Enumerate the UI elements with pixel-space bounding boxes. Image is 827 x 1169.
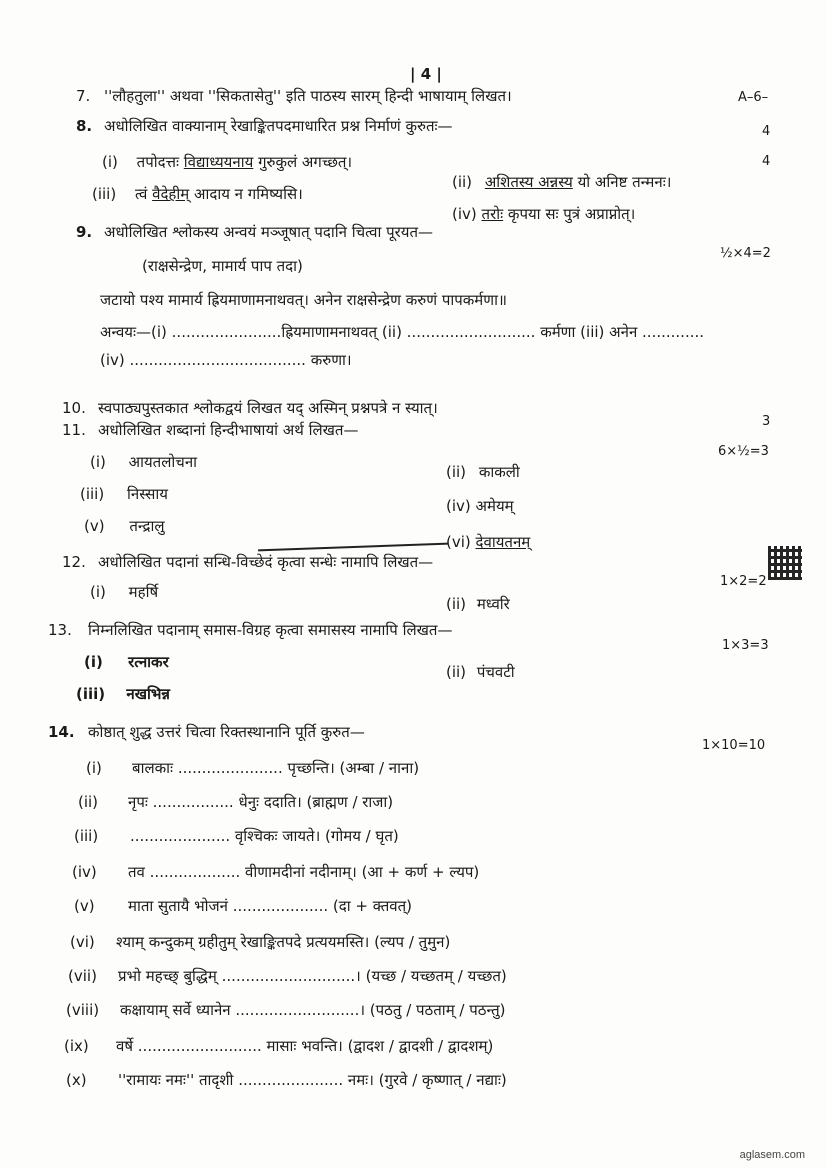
q13-item-2-label: (ii) <box>446 663 467 681</box>
q11-item-3 <box>80 484 168 504</box>
q13-item-3 <box>76 684 170 704</box>
q11-item-1-label: (i) <box>90 453 106 471</box>
q14-item-5-label: (v) <box>74 897 95 915</box>
q13-item-1-word: रत्नाकर <box>128 653 169 671</box>
q14-item-8 <box>66 1000 506 1020</box>
q7-number: 7. <box>76 87 91 105</box>
q11-item-2 <box>446 462 520 482</box>
q8-item-1-underlined: विद्याध्ययनाय <box>183 153 254 171</box>
q14-item-8-label: (viii) <box>66 1001 100 1019</box>
q14-item-3 <box>74 826 399 846</box>
q14-item-10-label: (x) <box>66 1071 87 1089</box>
q7-text: ''लौहतुला'' अथवा ''सिकतासेतु'' इति पाठस्य सारम् हिन्दी भाषायाम् लिखत। <box>104 87 512 105</box>
q14-item-5-text: माता सुतायै भोजनं .................... (दा + क्तवत्) <box>128 897 413 915</box>
q11-item-1-word: आयतलोचना <box>128 453 198 471</box>
q14-text: कोष्ठात् शुद्ध उत्तरं चित्वा रिक्तस्थानानि पूर्ति कुरुत— <box>88 723 365 741</box>
q8-item-3-label: (iii) <box>92 185 117 203</box>
q8-item-4-underlined: तरोः <box>481 205 504 223</box>
q8-marks: 4 <box>762 124 771 139</box>
q8-item-2-label: (ii) <box>452 173 473 191</box>
q13-item-2-word: पंचवटी <box>476 663 515 681</box>
q8-item-2-underlined: अशितस्य अन्नस्य <box>484 173 573 191</box>
q13-item-2 <box>446 662 515 682</box>
q8-item-1-label: (i) <box>102 153 118 171</box>
q14-marks: 1×10=10 <box>702 738 766 753</box>
q11-item-1 <box>90 452 197 472</box>
q14-item-6 <box>70 932 450 952</box>
q11-item-3-word: निस्साय <box>127 485 168 503</box>
q11-item-4-word: अमेयम् <box>475 497 514 515</box>
q11-item-5-word: तन्द्रालु <box>129 517 165 535</box>
q14-item-9-text: वर्षे .......................... मासाः भवन्ति। (द्वादश / द्वादशी / द्वादशम्) <box>116 1037 494 1055</box>
q11-marks: 6×½=3 <box>718 444 769 459</box>
q11-item-5-label: (v) <box>84 517 105 535</box>
q14-item-6-text: श्याम् कन्दुकम् ग्रहीतुम् रेखाङ्कितपदे प्रत्ययमस्ति। (ल्यप / तुमुन) <box>116 933 451 951</box>
q9-anvaya-line-2: (iv) ..................................... करुणा। <box>100 351 352 369</box>
q8-item-3-post: आदाय न गमिष्यसि। <box>194 185 303 203</box>
q9-text: अधोलिखित श्लोकस्य अन्वयं मञ्जूषात् पदानि चित्वा पूरयत— <box>104 223 434 241</box>
q8-item-1-pre: तपोदत्तः <box>136 153 179 171</box>
q13-number: 13. <box>48 621 72 639</box>
q12-item-1-word: महर्षि <box>128 583 159 601</box>
q14-item-7-text: प्रभो महच्छ् बुद्धिम् ............................। (यच्छ / यच्छतम् / यच्छत) <box>118 967 507 985</box>
site-watermark[interactable]: aglasem.com <box>739 1149 805 1161</box>
q13-item-1-label: (i) <box>84 653 103 671</box>
q8-item-4 <box>452 204 635 224</box>
q11-item-5 <box>84 516 165 536</box>
pen-scribble <box>258 543 448 552</box>
q14-item-2 <box>78 792 393 812</box>
q11-item-4-label: (iv) <box>446 497 471 515</box>
q11-item-4 <box>446 496 514 516</box>
q14-item-1-text: बालकाः ...................... पृच्छन्ति। (अम्बा / नाना) <box>132 759 420 777</box>
q13-marks: 1×3=3 <box>722 638 769 653</box>
q11-item-2-word: काकली <box>478 463 520 481</box>
q10-number: 10. <box>62 399 86 417</box>
q14-item-9-label: (ix) <box>64 1037 89 1055</box>
q11-text: अधोलिखित शब्दानां हिन्दीभाषायां अर्थ लिखत— <box>98 421 359 439</box>
qr-code-icon <box>768 546 802 580</box>
page-number: | 4 | <box>410 65 442 83</box>
q12-marks: 1×2=2 <box>720 574 767 589</box>
q8-text: अधोलिखित वाक्यानाम् रेखाङ्कितपदमाधारित प्रश्न निर्माणं कुरुतः— <box>104 117 453 135</box>
q9-number: 9. <box>76 223 93 241</box>
q12-number: 12. <box>62 553 86 571</box>
q14-item-1 <box>86 758 419 778</box>
q10-marks: 3 <box>762 414 771 429</box>
q8-item-3-underlined: वैदेहीम् <box>152 185 190 203</box>
q9-marks: ½×4=2 <box>720 246 771 261</box>
q10-text: स्वपाठ्यपुस्तकात श्लोकद्वयं लिखत यद् अस्मिन् प्रश्नपत्रे न स्यात्। <box>98 399 438 417</box>
q8-item-4-post: कृपया सः पुत्रं अप्राप्नोत्। <box>507 205 636 223</box>
q11-item-6 <box>446 532 530 552</box>
q14-item-2-label: (ii) <box>78 793 99 811</box>
q14-item-7-label: (vii) <box>68 967 97 985</box>
q11-item-2-label: (ii) <box>446 463 467 481</box>
q11-number: 11. <box>62 421 86 439</box>
q8-item-1-post: गुरुकुलं अगच्छत्। <box>258 153 353 171</box>
q9-word-box: (राक्षसेन्द्रेण, मामार्य पाप तदा) <box>142 257 303 275</box>
q8-marks-2: 4 <box>762 154 771 169</box>
q8-item-2 <box>452 172 671 192</box>
q8-item-3 <box>92 184 303 204</box>
q8-item-2-post: यो अनिष्ट तन्मनः। <box>577 173 672 191</box>
q12-item-2 <box>446 594 510 614</box>
q14-item-3-text: ..................... वृश्चिकः जायते। (गोमय / घृत) <box>130 827 399 845</box>
q12-item-2-word: मध्वरि <box>476 595 510 613</box>
q8-item-3-pre: त्वं <box>135 185 148 203</box>
q14-item-10 <box>66 1070 507 1090</box>
q8-number: 8. <box>76 117 93 135</box>
q14-item-9 <box>64 1036 493 1056</box>
q9-anvaya-line-1: अन्वयः—(i) .......................ह्रियमाणामनाथवत् (ii) ........................... कर्मणा (iii) अनेन ............. <box>100 323 705 341</box>
q13-item-3-label: (iii) <box>76 685 106 703</box>
q8-item-4-label: (iv) <box>452 205 477 223</box>
q12-text: अधोलिखित पदानां सन्धि-विच्छेदं कृत्वा सन्धेः नामापि लिखत— <box>98 553 434 571</box>
q13-item-3-word: नखभिन्न <box>126 685 170 703</box>
q11-item-3-label: (iii) <box>80 485 105 503</box>
q14-item-4-text: तव ................... वीणामदीनां नदीनाम्। (आ + कर्ण + ल्यप) <box>128 863 480 881</box>
q13-text: निम्नलिखित पदानाम् समास-विग्रह कृत्वा समासस्य नामापि लिखत— <box>88 621 453 639</box>
q8-item-1 <box>102 152 352 172</box>
q14-item-3-label: (iii) <box>74 827 99 845</box>
paper-code: A–6– <box>738 90 769 105</box>
q14-item-6-label: (vi) <box>70 933 95 951</box>
q11-item-6-word: देवायतनम् <box>475 533 531 551</box>
q14-item-2-text: नृपः ................. धेनुः ददाति। (ब्राह्मण / राजा) <box>128 793 394 811</box>
q9-shloka: जटायो पश्य मामार्य ह्रियमाणामनाथवत्। अनेन राक्षसेन्द्रेण करुणं पापकर्मणा॥ <box>100 291 507 309</box>
q14-item-8-text: कक्षायाम् सर्वे ध्यानेन ..........................। (पठतु / पठताम् / पठन्तु) <box>120 1001 506 1019</box>
q12-item-1-label: (i) <box>90 583 106 601</box>
q14-item-4-label: (iv) <box>72 863 97 881</box>
q14-item-1-label: (i) <box>86 759 102 777</box>
q14-item-5 <box>74 896 412 916</box>
q12-item-1 <box>90 582 158 602</box>
q14-number: 14. <box>48 723 75 741</box>
q13-item-1 <box>84 652 169 672</box>
q14-item-10-text: ''रामायः नमः'' तादृशी ...................... नमः। (गुरवे / कृष्णात् / नद्याः) <box>118 1071 507 1089</box>
q11-item-6-label: (vi) <box>446 533 471 551</box>
q12-item-2-label: (ii) <box>446 595 467 613</box>
q14-item-4 <box>72 862 479 882</box>
q14-item-7 <box>68 966 507 986</box>
